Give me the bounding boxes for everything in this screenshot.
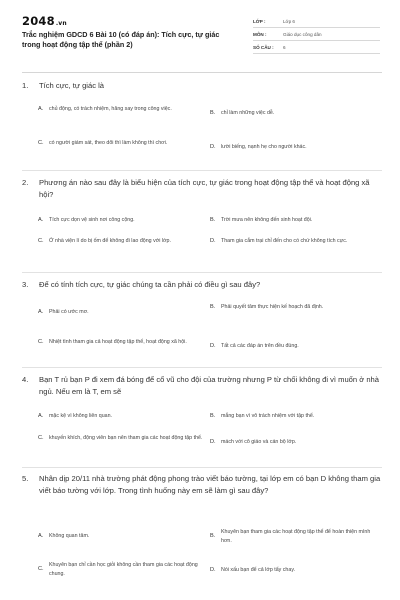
answer-text: chủ động, có trách nhiệm, hăng say trong công việc. bbox=[49, 106, 172, 112]
question-number: 3. bbox=[22, 280, 29, 289]
answer-letter: A. bbox=[38, 217, 44, 223]
question-number: 4. bbox=[22, 375, 29, 384]
page-title: Trắc nghiệm GDCD 6 Bài 10 (có đáp án): Tích cực, tự giác trong hoạt động tập thể (phần 2) bbox=[22, 30, 220, 49]
question-5 bbox=[22, 473, 382, 497]
question-4 bbox=[22, 374, 382, 398]
answer-letter: C. bbox=[38, 238, 44, 244]
answer-option[interactable] bbox=[210, 412, 380, 421]
answer-option[interactable] bbox=[38, 308, 208, 317]
answer-option[interactable] bbox=[38, 338, 208, 347]
answer-letter: A. bbox=[38, 309, 44, 315]
question-divider bbox=[22, 272, 382, 273]
answer-letter: C. bbox=[38, 140, 44, 146]
answer-letter: D. bbox=[210, 238, 216, 244]
meta-value: 6 bbox=[283, 44, 286, 50]
page-header bbox=[0, 0, 400, 66]
answer-text: Phải quyết tâm thực hiện kế hoạch đã định. bbox=[221, 304, 324, 310]
meta-label: MÔN : bbox=[253, 31, 267, 37]
answer-option[interactable] bbox=[38, 434, 208, 443]
question-number: 5. bbox=[22, 474, 29, 483]
answer-text: Tham gia cắm trại chỉ đến cho có chứ không tích cực. bbox=[221, 238, 348, 244]
answer-text: Trời mưa nên không đến sinh hoạt đội. bbox=[221, 217, 313, 223]
meta-row-count bbox=[253, 41, 380, 54]
question-divider bbox=[22, 467, 382, 468]
header-divider bbox=[22, 72, 382, 73]
answer-option[interactable] bbox=[210, 303, 380, 312]
answer-text: Tích cực dọn vệ sinh nơi công cộng. bbox=[49, 217, 135, 223]
answer-option[interactable] bbox=[210, 342, 380, 351]
answer-option[interactable] bbox=[38, 216, 208, 225]
answer-text: mách với cô giáo và cán bộ lớp. bbox=[221, 439, 297, 445]
answer-option[interactable] bbox=[210, 109, 380, 118]
answer-text: Khuyên bạn tham gia các hoạt động tập thể để hoàn thiện mình hơn. bbox=[221, 529, 371, 544]
answer-letter: D. bbox=[210, 144, 216, 150]
logo-suffix: .vn bbox=[55, 20, 67, 27]
answer-option[interactable] bbox=[38, 105, 208, 114]
question-3 bbox=[22, 279, 382, 291]
answer-text: Không quan tâm. bbox=[49, 533, 90, 539]
question-text: Tích cực, tự giác là bbox=[39, 81, 105, 90]
meta-label: LỚP : bbox=[253, 18, 266, 24]
answer-option[interactable] bbox=[210, 237, 380, 246]
answer-option[interactable] bbox=[210, 143, 380, 152]
answer-text: Nói xấu bạn để cả lớp tẩy chay. bbox=[221, 567, 296, 573]
meta-row-subject bbox=[253, 28, 380, 41]
answer-text: khuyến khích, động viên bạn nên tham gia các hoạt động tập thể. bbox=[49, 435, 203, 441]
site-logo[interactable] bbox=[22, 14, 67, 28]
answer-letter: D. bbox=[210, 567, 216, 573]
answer-letter: C. bbox=[38, 435, 44, 441]
question-text: Để có tính tích cực, tự giác chúng ta cần phải có điều gì sau đây? bbox=[39, 280, 261, 289]
answer-option[interactable] bbox=[38, 532, 208, 541]
answer-option[interactable] bbox=[38, 139, 208, 148]
question-number: 1. bbox=[22, 81, 29, 90]
question-divider bbox=[22, 367, 382, 368]
answer-option[interactable] bbox=[38, 412, 208, 421]
meta-row-class bbox=[253, 15, 380, 28]
question-divider bbox=[22, 170, 382, 171]
answer-letter: A. bbox=[38, 533, 44, 539]
answer-letter: A. bbox=[38, 413, 44, 419]
meta-label: SỐ CÂU : bbox=[253, 44, 274, 50]
meta-info bbox=[253, 15, 380, 54]
answer-letter: A. bbox=[38, 106, 44, 112]
answer-letter: C. bbox=[38, 339, 44, 345]
question-text: Nhân dịp 20/11 nhà trường phát động phong trào viết báo tường, tại lớp em có bạn D không tham gia viết báo tường với lớp. Trong tình huống này em sẽ làm gì sau đây? bbox=[39, 474, 381, 495]
meta-value: Lớp 6 bbox=[283, 18, 295, 24]
answer-text: Ở nhà viện lí do bị ốm để không đi lao động với lớp. bbox=[49, 238, 171, 244]
answer-option[interactable] bbox=[38, 237, 208, 246]
answer-letter: C. bbox=[38, 566, 44, 573]
answer-text: mặc kệ vì không liên quan. bbox=[49, 413, 113, 419]
answer-text: Khuyên bạn chỉ cần học giỏi không cần tham gia các hoạt động chung. bbox=[49, 562, 198, 577]
answer-letter: B. bbox=[210, 110, 216, 116]
question-2 bbox=[22, 177, 382, 201]
answer-option[interactable] bbox=[38, 561, 208, 578]
answer-letter: B. bbox=[210, 413, 216, 419]
answer-letter: B. bbox=[210, 533, 216, 540]
answer-option[interactable] bbox=[210, 438, 380, 447]
meta-value: Giáo dục công dân bbox=[283, 31, 322, 37]
logo-text: 2048 bbox=[22, 14, 55, 28]
answer-text: mắng bạn vì vô trách nhiệm với tập thể. bbox=[221, 413, 315, 419]
answer-option[interactable] bbox=[210, 528, 380, 545]
answer-letter: B. bbox=[210, 304, 216, 310]
answer-text: có người giám sát, theo dõi thì làm không thì chơi. bbox=[49, 140, 168, 146]
answer-text: chỉ làm những việc dễ. bbox=[221, 110, 275, 116]
answer-letter: D. bbox=[210, 439, 216, 445]
question-1 bbox=[22, 80, 382, 92]
answer-letter: D. bbox=[210, 343, 216, 349]
answer-text: Nhiệt tình tham gia cả hoạt động tập thể, hoạt động xã hội. bbox=[49, 339, 187, 345]
answer-letter: B. bbox=[210, 217, 216, 223]
answer-text: lười biếng, nạnh hẹ cho người khác. bbox=[221, 144, 307, 150]
answer-text: Phải có ước mơ. bbox=[49, 309, 89, 315]
question-number: 2. bbox=[22, 178, 29, 187]
answer-option[interactable] bbox=[210, 216, 380, 225]
question-text: Bạn T rủ bạn P đi xem đá bóng để cổ vũ cho đội của trường nhưng P từ chối không đi vì muốn ở nhà ngủ. Nếu em là T, em sẽ bbox=[39, 375, 380, 396]
answer-option[interactable] bbox=[210, 566, 380, 575]
answer-text: Tất cả các đáp án trên đều đúng. bbox=[221, 343, 299, 349]
question-text: Phương án nào sau đây là biểu hiện của tích cực, tự giác trong hoạt động tập thể và hoạt động xã hội? bbox=[39, 178, 370, 199]
